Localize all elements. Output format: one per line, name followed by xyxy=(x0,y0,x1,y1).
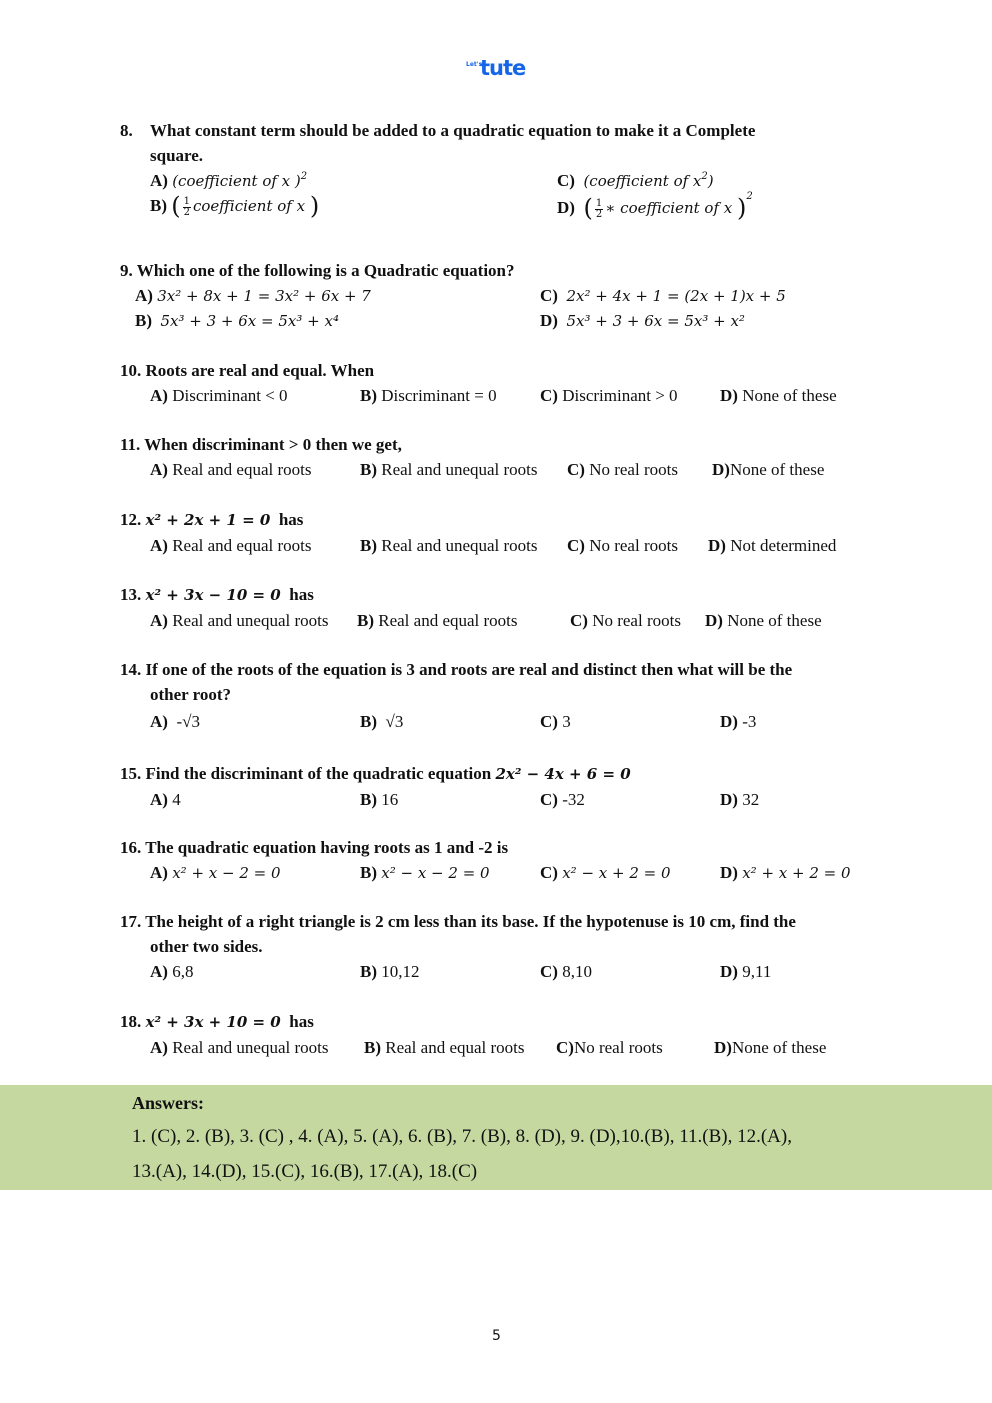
option-a: A) Real and unequal roots xyxy=(150,1038,329,1057)
question-text: Roots are real and equal. When xyxy=(145,361,375,380)
question-18 xyxy=(120,1009,890,1060)
option-b: B) Real and equal roots xyxy=(357,611,518,630)
option-b: B) 5x³ + 3 + 6x = 5x³ + x⁴ xyxy=(135,311,339,330)
option-d: D) Not determined xyxy=(708,536,837,555)
option-b: B) √3 xyxy=(360,712,404,731)
option-b: B) Real and unequal roots xyxy=(360,536,538,555)
option-c: C) x² − x + 2 = 0 xyxy=(540,863,671,882)
answers-line-2: 13.(A), 14.(D), 15.(C), 16.(B), 17.(A), 18.(C) xyxy=(132,1161,478,1182)
option-d: D)None of these xyxy=(714,1038,827,1057)
question-12 xyxy=(120,507,880,558)
option-a: A) Real and equal roots xyxy=(150,536,312,555)
question-15 xyxy=(120,761,890,812)
question-8 xyxy=(120,118,880,229)
option-c: C) No real roots xyxy=(567,460,678,479)
question-number: 12. xyxy=(120,510,142,529)
option-c: C) No real roots xyxy=(570,611,681,630)
question-number: 8. xyxy=(120,121,133,140)
question-text: Find the discriminant of the quadratic equation xyxy=(145,764,492,783)
option-d: D) 9,11 xyxy=(720,962,772,981)
question-text: has xyxy=(289,1012,314,1031)
question-number: 17. xyxy=(120,912,142,931)
option-b: B) Real and unequal roots xyxy=(360,460,538,479)
answers-panel xyxy=(0,1085,992,1190)
option-b: B) x² − x − 2 = 0 xyxy=(360,863,490,882)
question-number: 11. xyxy=(120,435,141,454)
letstute-logo xyxy=(464,58,534,86)
option-a: A) (coefficient of x )$^2$ xyxy=(150,171,308,190)
option-a: A) Real and equal roots xyxy=(150,460,312,479)
option-c: C) (coefficient of $x^2$) xyxy=(557,171,714,190)
question-9 xyxy=(120,258,880,333)
answers-title: Answers: xyxy=(132,1093,204,1113)
logo-main-text: tute xyxy=(480,56,526,80)
question-17 xyxy=(120,909,890,984)
option-d: D) None of these xyxy=(705,611,822,630)
question-number: 9. xyxy=(120,261,133,280)
question-text-cont: other two sides. xyxy=(150,937,263,956)
page-number: 5 xyxy=(492,1328,501,1344)
question-equation: 2x² − 4x + 6 = 0 xyxy=(495,765,631,783)
question-number: 14. xyxy=(120,660,142,679)
option-d: D) x² + x + 2 = 0 xyxy=(720,863,851,882)
question-number: 16. xyxy=(120,838,142,857)
option-a: A) 6,8 xyxy=(150,962,194,981)
question-text-cont: other root? xyxy=(150,685,232,704)
option-d: D)None of these xyxy=(712,460,825,479)
answers-line-1: 1. (C), 2. (B), 3. (C) , 4. (A), 5. (A), 6. (B), 7. (B), 8. (D), 9. (D),10.(B), 11.(B), 12.(A), xyxy=(132,1126,792,1147)
option-c: C) -32 xyxy=(540,790,585,809)
option-a: A) 3x² + 8x + 1 = 3x² + 6x + 7 xyxy=(135,286,371,305)
question-text: has xyxy=(289,585,314,604)
option-b: B) ( $\frac{1}{2}$ coefficient of x ) xyxy=(150,192,320,220)
option-b: B) Real and equal roots xyxy=(364,1038,525,1057)
question-text: The quadratic equation having roots as 1 and -2 is xyxy=(145,838,509,857)
option-d: D) 5x³ + 3 + 6x = 5x³ + x² xyxy=(540,311,745,330)
question-10 xyxy=(120,358,880,408)
question-11 xyxy=(120,432,880,482)
question-text: Which one of the following is a Quadratic equation? xyxy=(136,261,515,280)
option-a: A) -√3 xyxy=(150,712,200,731)
question-number: 15. xyxy=(120,764,142,783)
question-equation: x² + 2x + 1 = 0 xyxy=(145,511,271,529)
option-c: C) 3 xyxy=(540,712,571,731)
question-text: The height of a right triangle is 2 cm less than its base. If the hypotenuse is 10 cm, find the xyxy=(145,912,796,931)
option-d: D) ( $\frac{1}{2}$ ∗ coefficient of x )$^2$ xyxy=(557,191,753,222)
option-b: B) Discriminant = 0 xyxy=(360,386,497,405)
option-c: C) No real roots xyxy=(567,536,678,555)
question-text-cont: square. xyxy=(150,146,204,165)
question-text: If one of the roots of the equation is 3 and roots are real and distinct then what will be the xyxy=(145,660,793,679)
question-13 xyxy=(120,582,880,633)
option-c: C) 8,10 xyxy=(540,962,592,981)
question-equation: x² + 3x − 10 = 0 xyxy=(145,586,281,604)
question-equation: x² + 3x + 10 = 0 xyxy=(145,1013,281,1031)
question-number: 10. xyxy=(120,361,142,380)
option-c: C) 2x² + 4x + 1 = (2x + 1)x + 5 xyxy=(540,286,786,305)
question-16 xyxy=(120,835,890,885)
question-text: has xyxy=(278,510,304,529)
option-a: A) Discriminant < 0 xyxy=(150,386,288,405)
question-text: What constant term should be added to a quadratic equation to make it a Complete xyxy=(150,121,756,140)
question-text: When discriminant > 0 then we get, xyxy=(144,435,402,454)
logo-small-text: Let's xyxy=(466,61,483,68)
option-d: D) None of these xyxy=(720,386,837,405)
option-a: A) Real and unequal roots xyxy=(150,611,329,630)
question-number: 18. xyxy=(120,1012,142,1031)
option-c: C)No real roots xyxy=(556,1038,663,1057)
option-d: D) 32 xyxy=(720,790,760,809)
option-a: A) x² + x − 2 = 0 xyxy=(150,863,281,882)
question-number: 13. xyxy=(120,585,142,604)
option-d: D) -3 xyxy=(720,712,757,731)
option-b: B) 10,12 xyxy=(360,962,420,981)
question-14 xyxy=(120,657,890,734)
option-a: A) 4 xyxy=(150,790,181,809)
option-b: B) 16 xyxy=(360,790,399,809)
option-c: C) Discriminant > 0 xyxy=(540,386,678,405)
